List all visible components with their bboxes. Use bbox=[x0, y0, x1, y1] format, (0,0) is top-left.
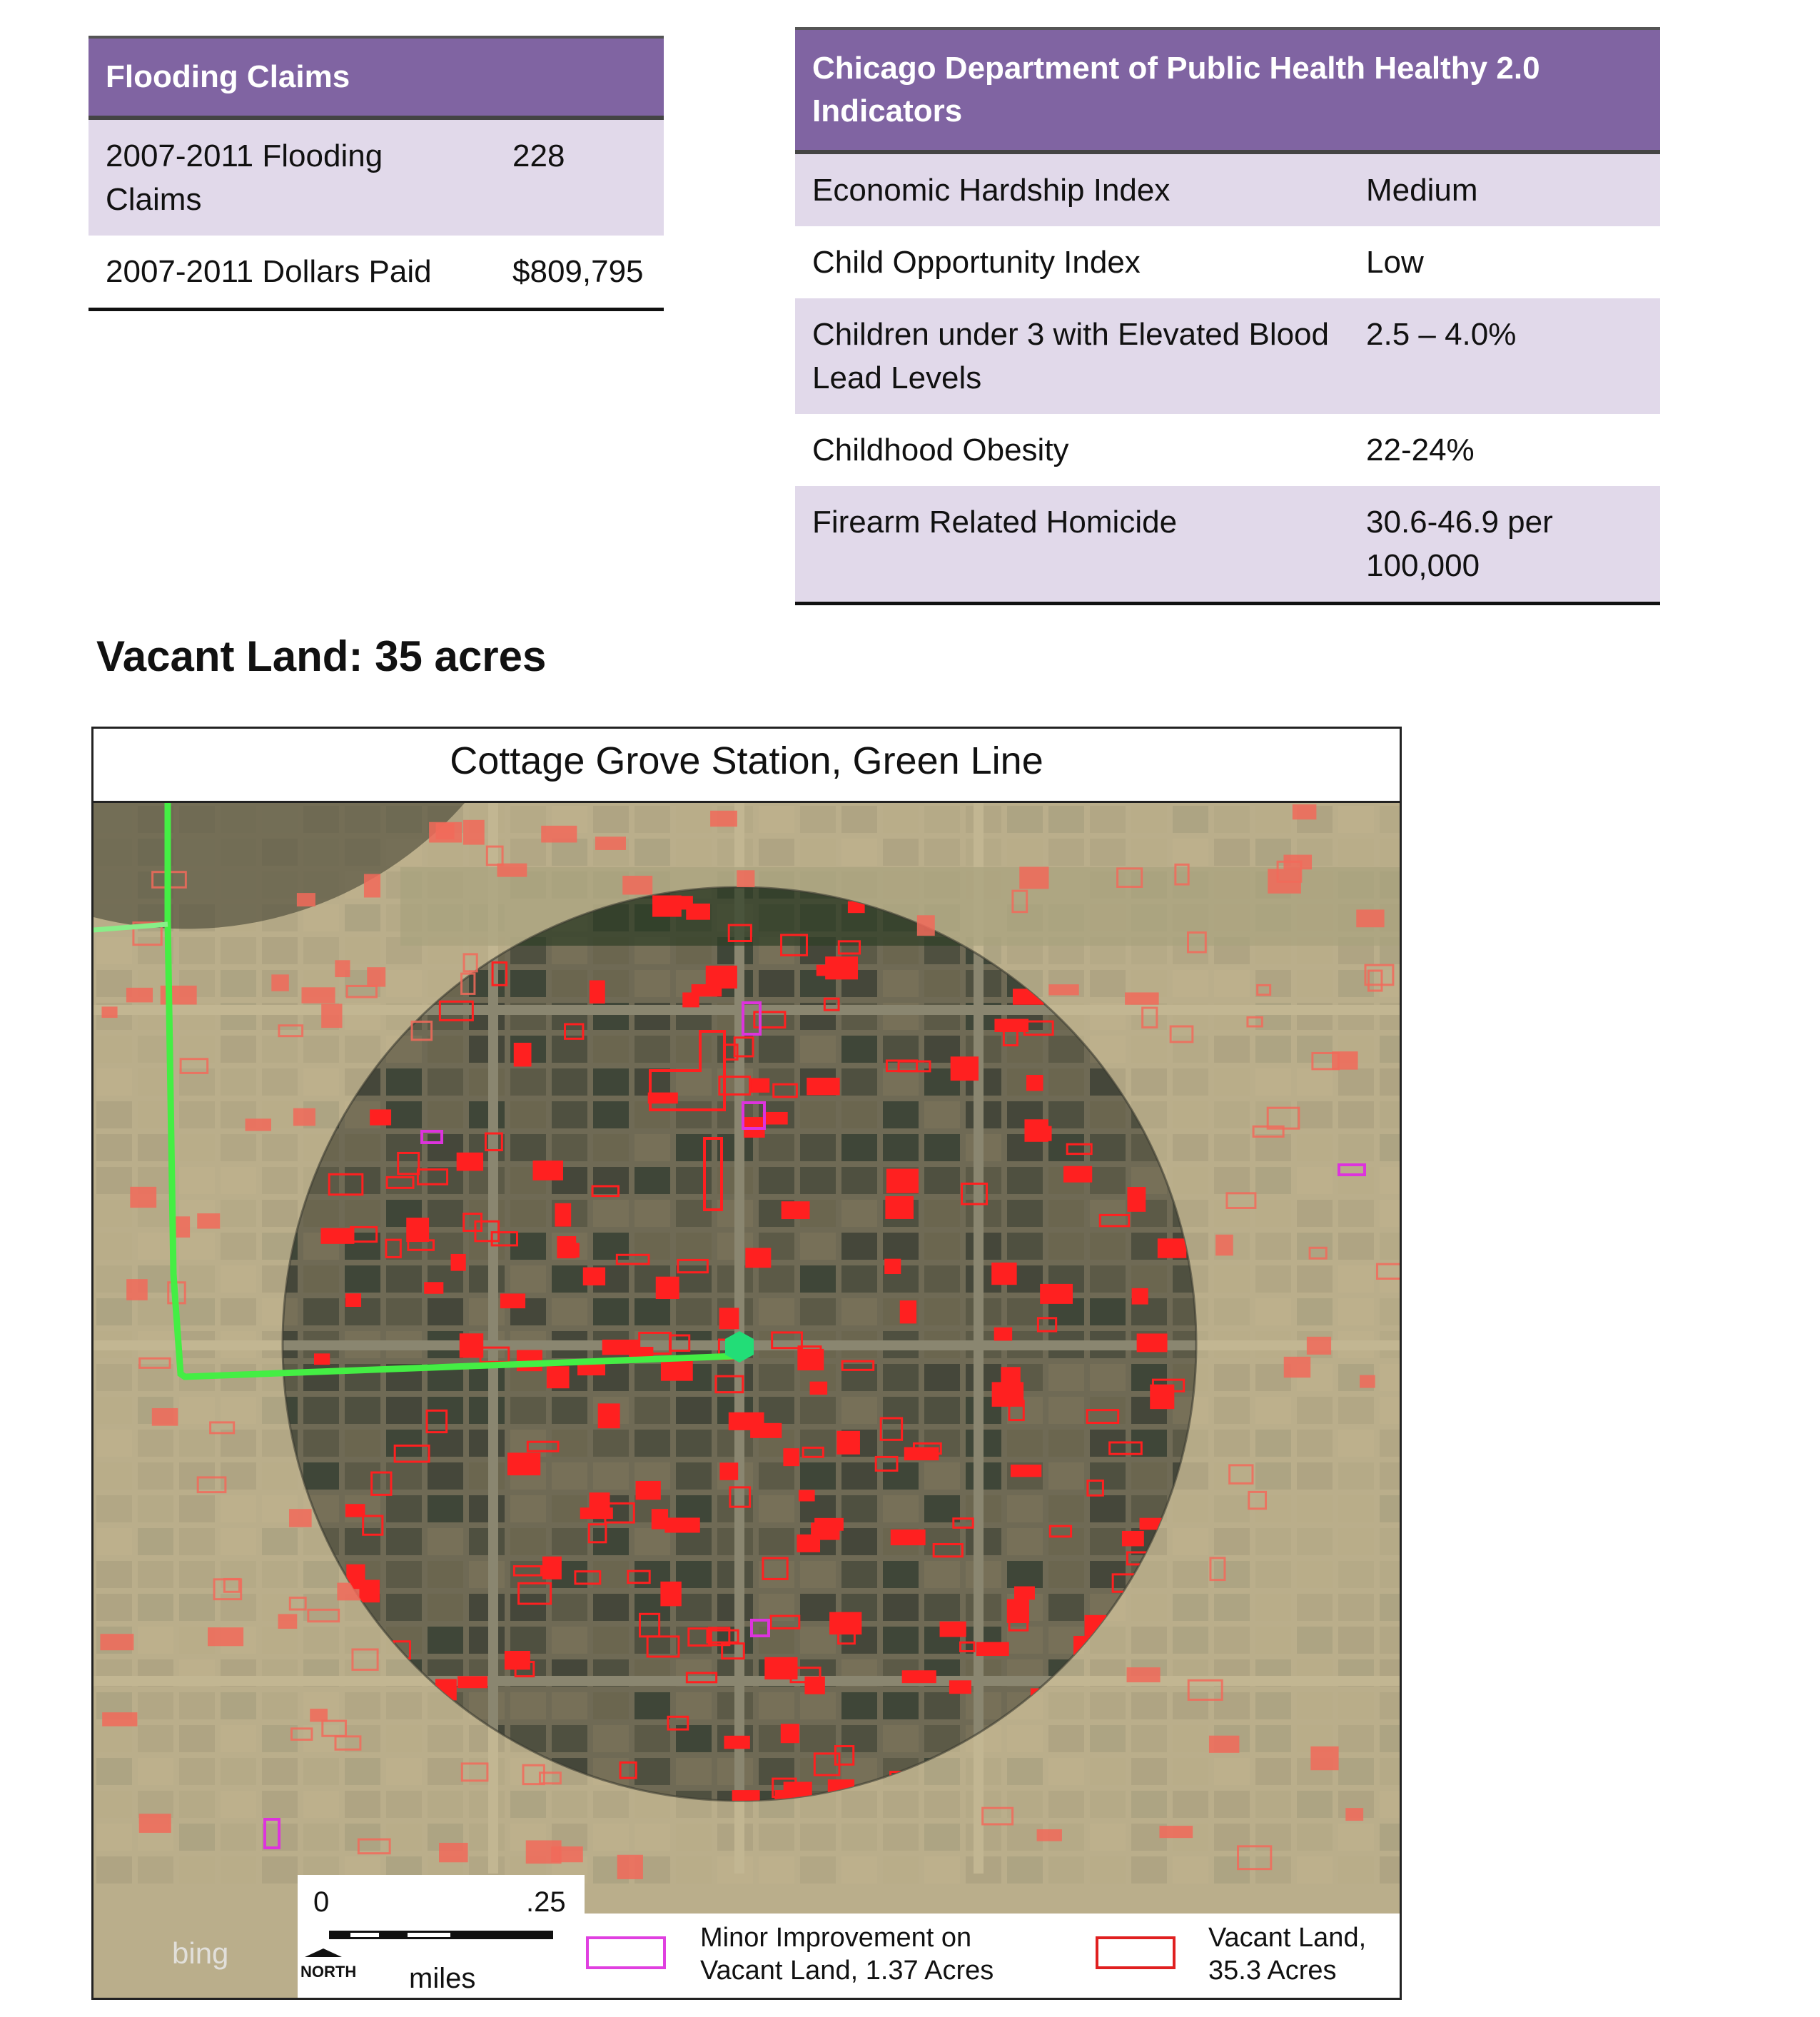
vacant-parcel bbox=[1026, 1121, 1047, 1141]
vacant-parcel bbox=[1360, 1376, 1374, 1387]
vacant-parcel bbox=[303, 989, 334, 1002]
vacant-parcel bbox=[993, 1263, 1016, 1283]
vacant-parcel bbox=[725, 1737, 749, 1747]
map-canvas bbox=[93, 803, 1400, 1998]
vacant-parcel bbox=[140, 1815, 170, 1832]
vacant-parcel bbox=[534, 1162, 562, 1180]
table-bottom-rule bbox=[89, 308, 664, 311]
vacant-parcel bbox=[558, 1237, 575, 1257]
vacant-parcel bbox=[365, 875, 379, 896]
vacant-parcel bbox=[1027, 1076, 1042, 1090]
vacant-parcel bbox=[543, 1557, 560, 1578]
vacant-parcel bbox=[1041, 1285, 1072, 1303]
table-bottom-rule bbox=[795, 602, 1660, 605]
firearm-homicide-label: Firearm Related Homicide bbox=[812, 505, 1178, 540]
vacant-parcel bbox=[977, 1643, 1008, 1654]
vacant-parcel bbox=[1123, 1532, 1143, 1545]
vacant-parcel bbox=[131, 1188, 156, 1206]
vacant-parcel bbox=[729, 1413, 763, 1429]
vacant-parcel bbox=[464, 821, 483, 844]
outside-radius-tint bbox=[93, 803, 1400, 1998]
vacant-parcel bbox=[624, 877, 652, 894]
economic-hardship-value: Medium bbox=[1366, 173, 1478, 208]
vacant-parcel bbox=[457, 1153, 482, 1170]
vacant-parcel bbox=[993, 1383, 1023, 1406]
vacant-parcel bbox=[279, 1615, 296, 1628]
vacant-parcel bbox=[1138, 1335, 1166, 1351]
vacant-parcel bbox=[505, 1652, 529, 1668]
vacant-parcel bbox=[1333, 1053, 1358, 1069]
vacant-parcel bbox=[782, 1725, 798, 1742]
blood-lead-value: 2.5 – 4.0% bbox=[1366, 317, 1517, 352]
vacant-parcel bbox=[128, 1280, 147, 1300]
map-title: Cottage Grove Station, Green Line bbox=[93, 729, 1400, 803]
vacant-parcel bbox=[887, 1170, 917, 1192]
flooding-claims-value: 228 bbox=[512, 138, 565, 173]
vacant-parcel bbox=[459, 1677, 487, 1687]
legend-vacant-land-label: Vacant Land, 35.3 Acres bbox=[1208, 1923, 1367, 1986]
table-row bbox=[89, 236, 664, 308]
vacant-parcel bbox=[322, 1229, 353, 1243]
health-indicators-table bbox=[795, 27, 1660, 605]
vacant-parcel bbox=[806, 1677, 824, 1693]
vacant-parcel bbox=[103, 1714, 136, 1725]
vacant-parcel bbox=[941, 1622, 965, 1636]
vacant-parcel bbox=[918, 916, 934, 935]
vacant-parcel bbox=[1217, 1235, 1233, 1255]
vacant-parcel bbox=[1050, 986, 1078, 994]
vacant-parcel bbox=[127, 989, 151, 1001]
dollars-paid-label: 2007-2011 Dollars Paid bbox=[106, 254, 432, 289]
vacant-parcel bbox=[1008, 1600, 1028, 1622]
vacant-parcel bbox=[1016, 1587, 1034, 1599]
vacant-parcel bbox=[452, 1255, 465, 1270]
table-row bbox=[795, 226, 1660, 298]
vacant-parcel bbox=[750, 1079, 769, 1091]
vacant-parcel bbox=[712, 812, 737, 825]
vacant-parcel bbox=[657, 1278, 678, 1298]
health-indicators-header: Chicago Department of Public Health Healthy 2.0 Indicators bbox=[795, 30, 1660, 154]
vacant-parcel bbox=[707, 966, 736, 987]
flooding-claims-table bbox=[89, 36, 664, 311]
vacant-parcel bbox=[1161, 1827, 1192, 1837]
firearm-homicide-value: 30.6-46.9 per 100,000 bbox=[1366, 505, 1553, 583]
flooding-claims-header: Flooding Claims bbox=[89, 39, 664, 120]
vacant-parcel bbox=[368, 969, 385, 986]
legend-minor-improvement-label: Minor Improvement on Vacant Land, 1.37 Acres bbox=[700, 1923, 994, 1986]
vacant-parcel bbox=[596, 838, 625, 849]
vacant-parcel bbox=[527, 1841, 560, 1863]
vacant-parcel bbox=[891, 1530, 924, 1544]
childhood-obesity-label: Childhood Obesity bbox=[812, 433, 1069, 467]
vacant-parcel bbox=[816, 1519, 843, 1530]
vacant-parcel bbox=[1210, 1737, 1238, 1751]
vacant-parcel bbox=[556, 1204, 570, 1225]
vacant-parcel bbox=[346, 1505, 364, 1516]
scale-bar-segment bbox=[408, 1933, 450, 1937]
vacant-parcel bbox=[831, 1613, 861, 1634]
vacant-parcel bbox=[901, 1302, 915, 1323]
map-frame bbox=[91, 727, 1402, 2000]
vacant-parcel bbox=[1133, 1289, 1147, 1303]
vacant-parcel bbox=[1002, 1368, 1019, 1385]
vacant-parcel bbox=[294, 1109, 314, 1125]
vacant-parcel bbox=[811, 1382, 826, 1393]
vacant-parcel bbox=[311, 1710, 327, 1721]
vacant-parcel bbox=[666, 1519, 699, 1532]
vacant-parcel bbox=[652, 1510, 667, 1528]
vacant-parcel bbox=[408, 1219, 428, 1241]
vacant-parcel bbox=[590, 1494, 609, 1512]
bing-attribution: bing bbox=[172, 1936, 229, 1970]
table-row bbox=[795, 414, 1660, 486]
vacant-parcel bbox=[323, 1005, 341, 1027]
vacant-parcel bbox=[460, 1335, 482, 1357]
vacant-parcel bbox=[1285, 1358, 1309, 1376]
vacant-parcel bbox=[799, 1350, 823, 1369]
vacant-parcel bbox=[826, 958, 857, 979]
vacant-parcel bbox=[1065, 1167, 1091, 1181]
vacant-parcel bbox=[1021, 868, 1048, 888]
vacant-parcel bbox=[1158, 1240, 1185, 1257]
vacant-parcel bbox=[209, 1629, 243, 1645]
vacant-parcel bbox=[738, 871, 754, 886]
vacant-parcel bbox=[336, 961, 349, 976]
vacant-parcel bbox=[371, 1111, 390, 1124]
vacant-parcel bbox=[1151, 1385, 1173, 1408]
vacant-parcel bbox=[798, 1535, 819, 1551]
vacant-parcel bbox=[290, 1510, 310, 1526]
vacant-parcel bbox=[782, 1203, 809, 1218]
vacant-parcel bbox=[1126, 994, 1158, 1004]
vacant-parcel bbox=[618, 1856, 642, 1878]
table-row bbox=[89, 120, 664, 236]
vacant-land-heading: Vacant Land: 35 acres bbox=[96, 632, 547, 680]
table-row bbox=[795, 298, 1660, 414]
vacant-parcel bbox=[784, 1450, 799, 1465]
vacant-parcel bbox=[905, 1448, 938, 1460]
vacant-parcel bbox=[721, 1464, 737, 1480]
scale-end-label: .25 bbox=[526, 1886, 566, 1918]
vacant-parcel bbox=[590, 981, 604, 1003]
vacant-parcel bbox=[662, 1582, 680, 1604]
vacant-parcel bbox=[440, 1844, 467, 1861]
vacant-parcel bbox=[498, 864, 526, 876]
vacant-parcel bbox=[951, 1058, 977, 1080]
child-opportunity-value: Low bbox=[1366, 245, 1424, 280]
vacant-parcel bbox=[547, 1368, 568, 1387]
vacant-parcel bbox=[1011, 1466, 1040, 1476]
vacant-parcel bbox=[346, 1295, 360, 1306]
vacant-parcel bbox=[903, 1672, 935, 1682]
vacant-parcel bbox=[838, 1432, 859, 1453]
vacant-parcel bbox=[437, 824, 453, 839]
vacant-parcel bbox=[687, 904, 709, 919]
vacant-parcel bbox=[764, 1113, 787, 1123]
vacant-parcel bbox=[425, 1283, 443, 1293]
north-label: NORTH bbox=[300, 1963, 357, 1981]
vacant-parcel bbox=[662, 1362, 692, 1380]
vacant-parcel bbox=[886, 1197, 913, 1218]
vacant-parcel bbox=[654, 896, 681, 916]
vacant-parcel bbox=[747, 1249, 770, 1267]
table-row bbox=[795, 486, 1660, 602]
scale-bar-segment bbox=[350, 1933, 379, 1937]
vacant-parcel bbox=[153, 1409, 177, 1425]
scale-unit-label: miles bbox=[409, 1963, 476, 1994]
childhood-obesity-value: 22-24% bbox=[1366, 433, 1475, 467]
vacant-parcel bbox=[542, 826, 576, 841]
child-opportunity-label: Child Opportunity Index bbox=[812, 245, 1141, 280]
vacant-parcel bbox=[298, 894, 314, 906]
vacant-parcel bbox=[649, 1093, 677, 1103]
vacant-parcel bbox=[950, 1682, 970, 1693]
vacant-parcel bbox=[1128, 1188, 1145, 1211]
vacant-parcel bbox=[501, 1295, 524, 1308]
vacant-parcel bbox=[515, 1043, 530, 1065]
vacant-parcel bbox=[315, 1355, 328, 1364]
table-row bbox=[795, 154, 1660, 226]
vacant-parcel bbox=[996, 1020, 1028, 1031]
dollars-paid-value: $809,795 bbox=[512, 254, 644, 289]
vacant-parcel bbox=[1312, 1747, 1338, 1769]
vacant-parcel bbox=[584, 1268, 604, 1284]
flooding-claims-label: 2007-2011 Flooding Claims bbox=[106, 138, 383, 217]
vacant-parcel bbox=[1347, 1809, 1363, 1820]
vacant-parcel bbox=[886, 1260, 900, 1273]
vacant-parcel bbox=[808, 1078, 839, 1093]
economic-hardship-label: Economic Hardship Index bbox=[812, 173, 1171, 208]
vacant-parcel bbox=[103, 1008, 116, 1017]
vacant-parcel bbox=[1269, 870, 1300, 893]
vacant-parcel bbox=[720, 1309, 738, 1328]
vacant-parcel bbox=[198, 1215, 219, 1228]
vacant-parcel bbox=[1358, 911, 1383, 926]
vacant-parcel bbox=[1038, 1830, 1061, 1840]
vacant-parcel bbox=[799, 1491, 814, 1500]
vacant-parcel bbox=[1128, 1669, 1159, 1682]
scale-start-label: 0 bbox=[313, 1886, 330, 1918]
vacant-parcel bbox=[101, 1635, 133, 1649]
vacant-parcel bbox=[995, 1328, 1011, 1340]
vacant-parcel bbox=[246, 1120, 270, 1130]
vacant-parcel bbox=[1308, 1338, 1330, 1353]
blood-lead-label: Children under 3 with Elevated Blood Lead Levels bbox=[812, 317, 1330, 395]
vacant-parcel bbox=[637, 1482, 659, 1498]
vacant-parcel bbox=[1293, 806, 1315, 819]
vacant-parcel bbox=[508, 1454, 539, 1475]
vacant-parcel bbox=[273, 976, 288, 990]
vacant-parcel bbox=[599, 1405, 619, 1427]
